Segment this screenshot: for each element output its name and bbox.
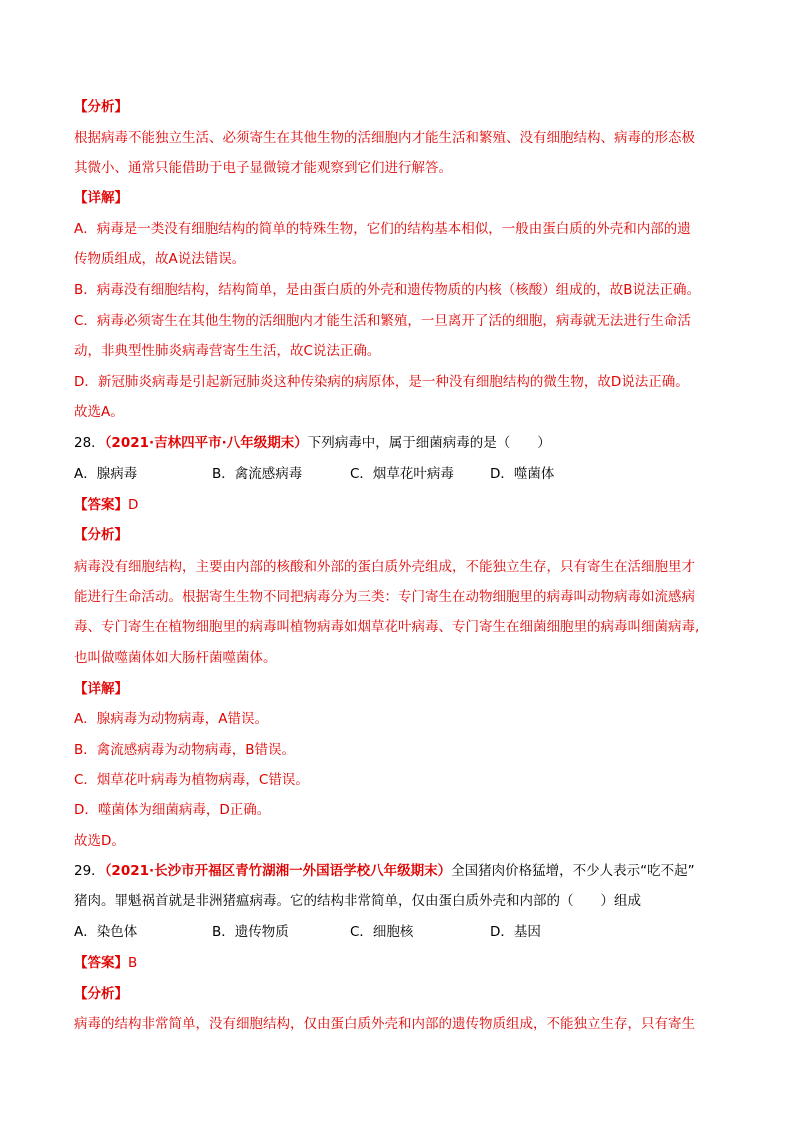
answer-label: 【答案】 <box>74 497 128 513</box>
option-d: D．基因 <box>490 924 541 940</box>
detail-option-d: D．新冠肺炎病毒是引起新冠肺炎这种传染病的病原体，是一种没有细胞结构的微生物，故D说法正确。 <box>74 374 689 390</box>
answer-value: B <box>128 955 138 971</box>
detail-option-b: B．病毒没有细胞结构，结构简单，是由蛋白质的外壳和遗传物质的内核（核酸）组成的，故B说法正确。 <box>74 282 701 298</box>
option-d: D．噬菌体 <box>490 466 555 482</box>
option-b: B．禽流感病毒 <box>212 466 303 482</box>
analysis-text-line: 毒、专门寄生在植物细胞里的病毒叫植物病毒如烟草花叶病毒、专门寄生在细菌细胞里的病毒叫细菌病毒, <box>74 619 700 635</box>
question-29-options <box>74 922 541 942</box>
detail-option-d: D．噬菌体为细菌病毒，D正确。 <box>74 802 271 818</box>
analysis-text-line: 其微小、通常只能借助于电子显微镜才能观察到它们进行解答。 <box>74 160 452 176</box>
question-text: 下列病毒中，属于细菌病毒的是（ ） <box>307 435 551 451</box>
detail-option-a: A．腺病毒为动物病毒，A错误。 <box>74 711 268 727</box>
option-c: C．细胞核 <box>350 924 414 940</box>
analysis-label: 【分析】 <box>74 99 128 115</box>
question-28-stem <box>74 433 551 453</box>
analysis-text-line: 也叫做噬菌体如大肠杆菌噬菌体。 <box>74 650 277 666</box>
question-text-cont: 猪肉。罪魁祸首就是非洲猪瘟病毒。它的结构非常简单，仅由蛋白质外壳和内部的（ ）组成 <box>74 893 641 909</box>
analysis-text-line: 病毒的结构非常简单，没有细胞结构，仅由蛋白质外壳和内部的遗传物质组成，不能独立生存，只有寄生 <box>74 1016 695 1032</box>
question-29-stem <box>74 861 695 881</box>
question-text: 全国猪肉价格猛增，不少人表示“吃不起” <box>451 863 695 879</box>
detail-option-c: C．烟草花叶病毒为植物病毒，C错误。 <box>74 772 309 788</box>
question-source: （2021·长沙市开福区青竹湖湘一外国语学校八年级期末） <box>104 863 452 879</box>
answer-line <box>74 953 137 973</box>
detail-label: 【详解】 <box>74 190 128 206</box>
detail-option-b: B．禽流感病毒为动物病毒，B错误。 <box>74 742 296 758</box>
analysis-text-line: 根据病毒不能独立生活、必须寄生在其他生物的活细胞内才能生活和繁殖、没有细胞结构、病毒的形态极 <box>74 130 695 146</box>
option-a: A．腺病毒 <box>74 466 138 482</box>
answer-label: 【答案】 <box>74 955 128 971</box>
option-c: C．烟草花叶病毒 <box>350 466 454 482</box>
analysis-label: 【分析】 <box>74 986 128 1002</box>
answer-value: D <box>128 497 139 513</box>
answer-line <box>74 495 138 515</box>
analysis-text-line: 能进行生命活动。根据寄生生物不同把病毒分为三类：专门寄生在动物细胞里的病毒叫动物病毒如流感病 <box>74 589 695 605</box>
question-28-options <box>74 464 554 484</box>
question-number: 28． <box>74 435 105 451</box>
detail-option-a-cont: 传物质组成，故A说法错误。 <box>74 251 246 267</box>
analysis-text-line: 病毒没有细胞结构，主要由内部的核酸和外部的蛋白质外壳组成，不能独立生存，只有寄生在活细胞里才 <box>74 559 695 575</box>
detail-label: 【详解】 <box>74 681 128 697</box>
conclusion: 故选D。 <box>74 833 125 849</box>
detail-option-c: C．病毒必须寄生在其他生物的活细胞内才能生活和繁殖，一旦离开了活的细胞，病毒就无法进行生命活 <box>74 313 691 329</box>
question-source: （2021·吉林四平市·八年级期末） <box>104 435 308 451</box>
conclusion: 故选A。 <box>74 404 124 420</box>
option-a: A．染色体 <box>74 924 138 940</box>
question-number: 29． <box>74 863 105 879</box>
option-b: B．遗传物质 <box>212 924 289 940</box>
detail-option-a: A．病毒是一类没有细胞结构的简单的特殊生物，它们的结构基本相似，一般由蛋白质的外壳和内部的遗 <box>74 221 691 237</box>
analysis-label: 【分析】 <box>74 527 128 543</box>
detail-option-c-cont: 动，非典型性肺炎病毒营寄生生活，故C说法正确。 <box>74 343 381 359</box>
